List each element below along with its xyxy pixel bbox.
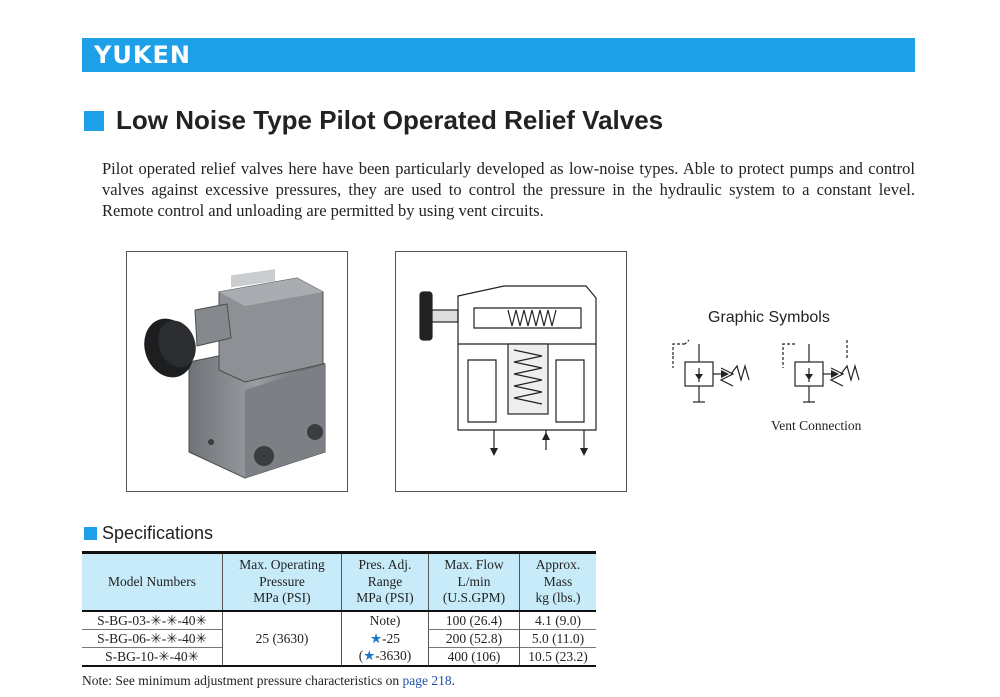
valve-photo-illustration [127,252,347,491]
star-icon: ★ [363,648,376,664]
mass-cell: 4.1 (9.0) [520,611,597,630]
spec-square-icon [84,527,97,540]
mass-cell: 5.0 (11.0) [520,629,597,647]
mass-cell: 10.5 (23.2) [520,647,597,666]
header-model: Model Numbers [82,553,223,611]
header-max-flow: Max. Flow L/min (U.S.GPM) [429,553,520,611]
model-cell: S-BG-06-✳-✳-40✳ [82,629,223,647]
star-icon: ★ [369,630,383,646]
graphic-symbols-diagram [665,338,875,410]
page-title-row [84,105,663,136]
header-mass: Approx. Mass kg (lbs.) [520,553,597,611]
flow-cell: 200 (52.8) [429,629,520,647]
valve-cross-section-illustration [396,252,626,491]
footnote: Note: See minimum adjustment pressure characteristics on page 218. [82,673,456,688]
flow-cell: 400 (106) [429,647,520,666]
model-cell: S-BG-03-✳-✳-40✳ [97,612,207,628]
header-pressure-range: Pres. Adj. Range MPa (PSI) [342,553,429,611]
header-max-pressure: Max. Operating Pressure MPa (PSI) [223,553,342,611]
vent-connection-label: Vent Connection [771,418,862,433]
range-cell: (★-3630) [342,647,429,666]
page-218-link[interactable]: page 218 [402,673,452,688]
table-header-row [82,553,596,611]
specifications-title: Specifications [102,523,214,543]
max-pressure-cell: 25 (3630) [223,611,342,666]
header-banner [82,38,915,72]
range-note-cell: Note) [342,611,429,630]
model-cell: S-BG-10-✳-40✳ [82,647,223,666]
flow-cell: 100 (26.4) [429,611,520,630]
table-row [82,611,596,630]
relief-valve-symbol [673,340,749,402]
graphic-symbols-title: Graphic Symbols [708,309,830,326]
title-square-icon [84,111,104,131]
product-photo [126,251,348,492]
cross-section-drawing [395,251,627,492]
specifications-table [82,551,596,667]
specifications-heading [84,523,213,544]
vent-relief-valve-symbol [783,340,859,402]
page-title: Low Noise Type Pilot Operated Relief Valves [116,105,664,135]
range-cell: ★-25 [342,629,429,647]
intro-paragraph: Pilot operated relief valves here have been particularly developed as low-noise types. Able to protect pumps and control valves against excessive pressures, they are used to control the pressure in the hydraulic system to a constant level. Remote control and unloading are permitted by using vent circuits. [102,159,915,220]
yuken-logo: YUKEN [94,41,191,69]
